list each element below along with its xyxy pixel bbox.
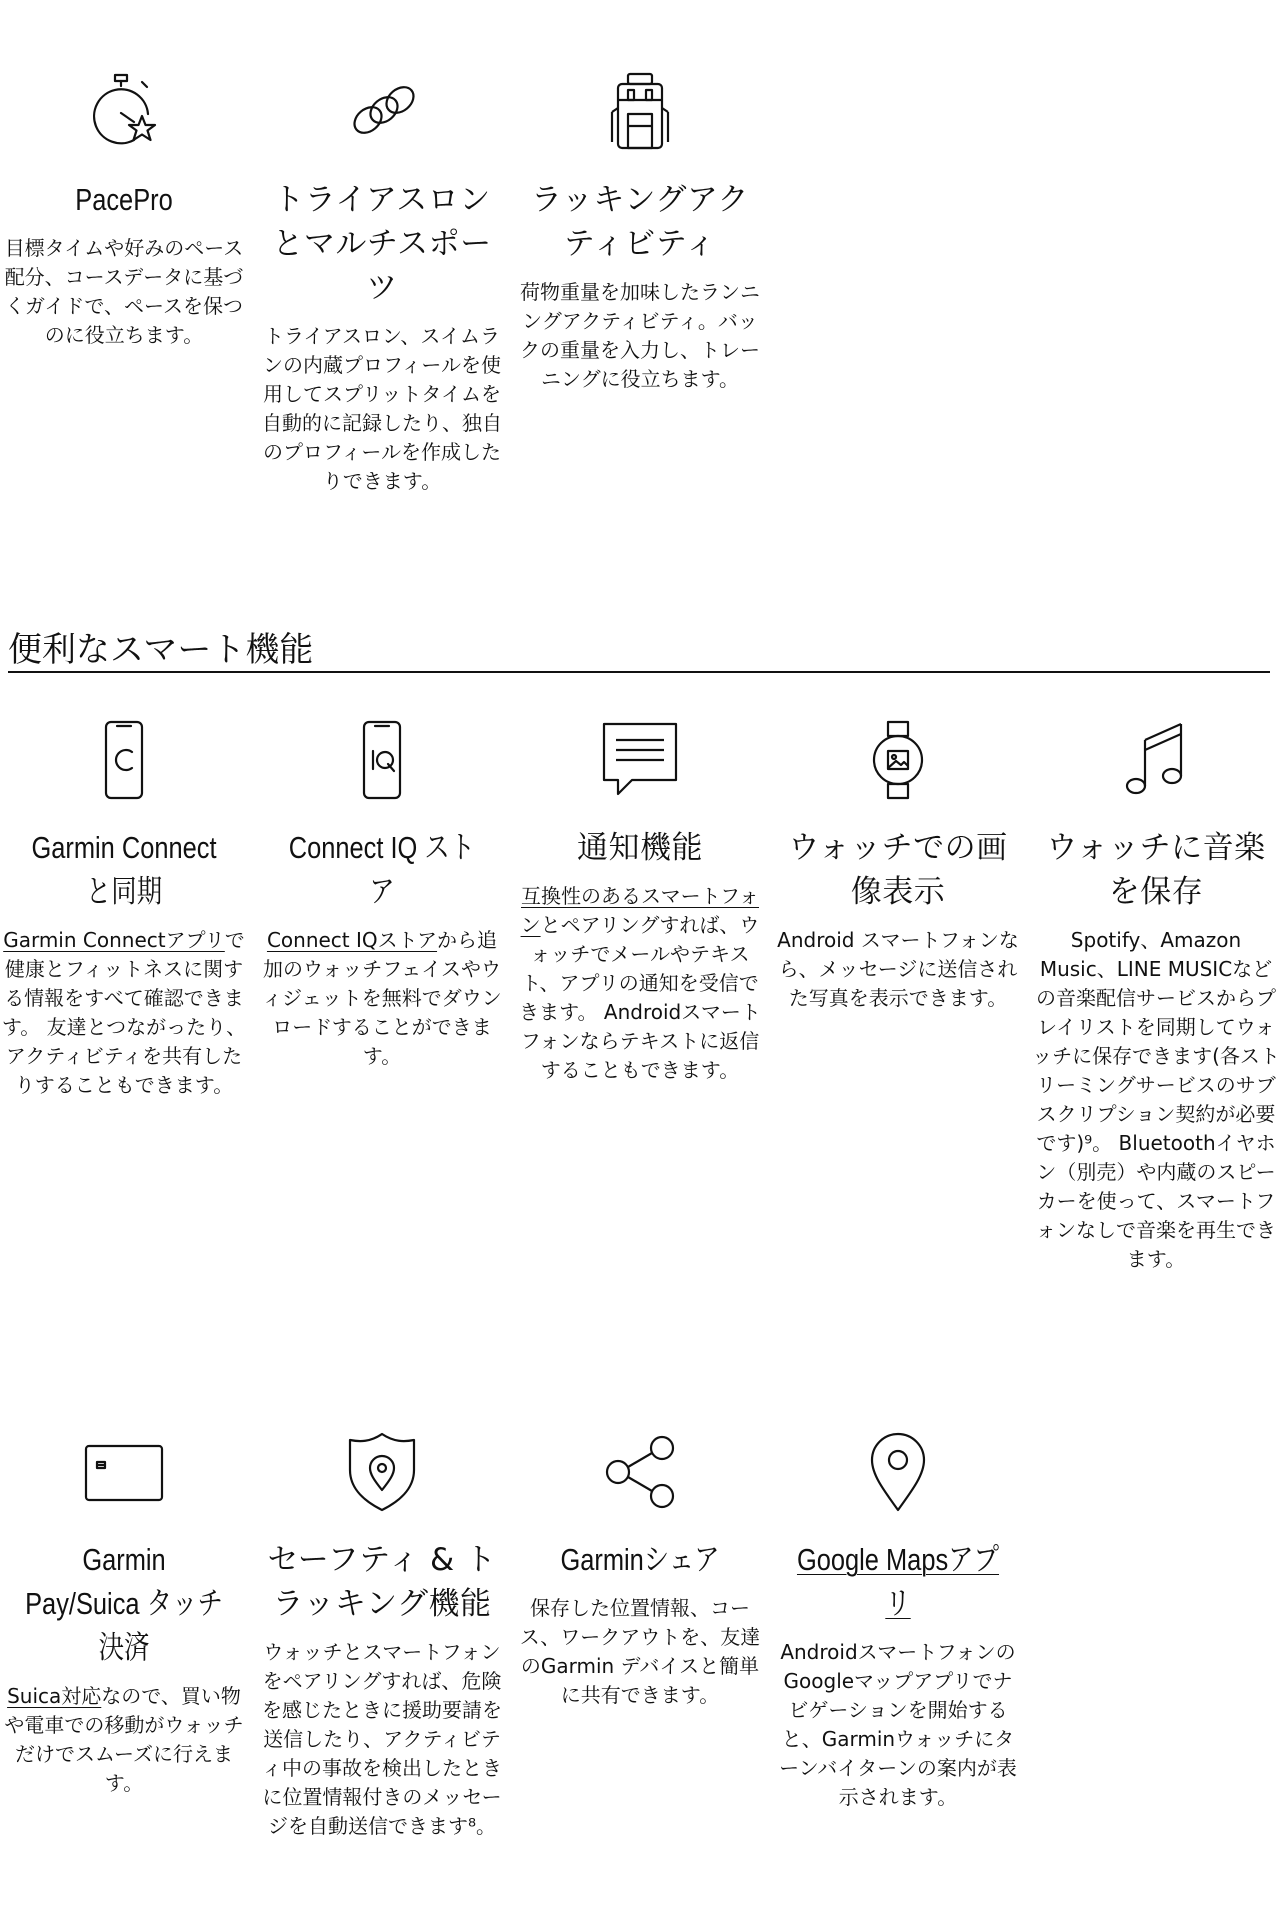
message-bubble-icon [600,720,680,800]
feature-title: PacePro [75,182,173,217]
feature-card-rucking [516,72,764,394]
feature-card-watch-images [774,720,1022,1013]
feature-description-text: なので、買い物や電車での移動がウォッチだけでスムーズに行えます。 [4,1684,244,1795]
feature-card-pacepro [0,72,248,350]
feature-description-text: とペアリングすれば、ウォッチでメールやテキスト、アプリの通知を受信できます。 Androidスマートフォンならテキストに返信することもできます。 [519,913,761,1082]
phone-iq-icon [342,720,422,800]
section-title: 便利なスマート機能 [8,630,314,670]
suica-support-link[interactable]: Suica対応 [7,1684,102,1708]
garmin-connect-app-link[interactable]: Garmin Connectアプリ [3,928,225,952]
map-pin-icon [858,1432,938,1512]
phone-connect-icon [84,720,164,800]
feature-card-garmin-share [516,1432,764,1710]
feature-description: Android スマートフォンなら、メッセージに送信された写真を表示できます。 [777,928,1019,1010]
feature-title: ウォッチに音楽を保存 [1046,830,1266,910]
feature-title: Garmin Pay/Suica タッチ決済 [25,1542,223,1665]
share-icon [600,1432,680,1512]
feature-title: 通知機能 [577,830,703,866]
feature-title: セーフティ & トラッキング機能 [267,1542,497,1622]
feature-title: ラッキングアクティビティ [530,182,750,262]
feature-title: トライアスロンとマルチスポーツ [272,182,492,306]
section-heading [8,631,1270,673]
feature-card-google-maps [774,1432,1022,1812]
feature-description [0,1682,248,1798]
music-note-icon [1116,720,1196,800]
feature-description: 荷物重量を加味したランニングアクティビティ。バックの重量を入力し、トレーニングに役立ちます。 [520,280,760,391]
credit-card-icon [84,1432,164,1512]
feature-card-notifications [516,720,764,1085]
feature-description-text: で健康とフィットネスに関する情報をすべて確認できます。 友達とつながったり、アクティビティを共有したりすることもできます。 [1,928,247,1097]
feature-title: Connect IQ ストア [288,830,476,909]
feature-title: Garmin Connect と同期 [31,830,217,909]
feature-description: 保存した位置情報、コース、ワークアウトを、友達のGarmin デバイスと簡単に共有できます。 [519,1596,761,1707]
feature-description [0,926,248,1100]
feature-description: ウォッチとスマートフォンをペアリングすれば、危険を感じたときに援助要請を送信したり、アクティビティ中の事故を検出したときに位置情報付きのメッセージを自動送信できます⁸。 [262,1640,502,1838]
google-maps-app-link[interactable]: Google Mapsアプリ [796,1542,1000,1621]
feature-card-connect-iq [258,720,506,1071]
feature-description [516,882,764,1085]
feature-description: 目標タイムや好みのペース配分、コースデータに基づくガイドで、ペースを保つのに役立ちます。 [4,236,244,347]
feature-card-garmin-connect [0,720,248,1100]
feature-card-music [1032,720,1280,1274]
feature-card-garmin-pay [0,1432,248,1798]
feature-description-text: から追加のウォッチフェイスやウィジェットを無料でダウンロードすることができます。 [262,928,502,1068]
feature-description: トライアスロン、スイムランの内蔵プロフィールを使用してスプリットタイムを自動的に記録したり、独自のプロフィールを作成したりできます。 [262,324,502,493]
watch-image-icon [858,720,938,800]
linked-rings-icon [342,72,422,152]
feature-card-safety [258,1432,506,1841]
backpack-icon [600,72,680,152]
feature-title: Garminシェア [560,1542,720,1577]
feature-title [796,1538,999,1626]
stopwatch-star-icon [84,72,164,152]
feature-title: ウォッチでの画像表示 [788,830,1008,910]
feature-description: Spotify、Amazon Music、LINE MUSICなどの音楽配信サービスからプレイリストを同期してウォッチに保存できます(各ストリーミングサービスのサブスクリプション契約が必要です)⁹。 Bluetoothイヤホン（別売）や内蔵のスピーカーを使って、スマートフォンなしで音楽を再生できます。 [1032,928,1280,1271]
feature-description [258,926,506,1071]
connect-iq-store-link[interactable]: Connect IQストア [266,928,438,952]
shield-location-icon [342,1432,422,1512]
feature-description: AndroidスマートフォンのGoogleマップアプリでナビゲーションを開始すると、Garminウォッチにターンバイターンの案内が表示されます。 [779,1640,1017,1809]
compatible-smartphones-link[interactable]: 互換性のあるスマートフォン [520,884,759,937]
feature-card-triathlon [258,72,506,496]
